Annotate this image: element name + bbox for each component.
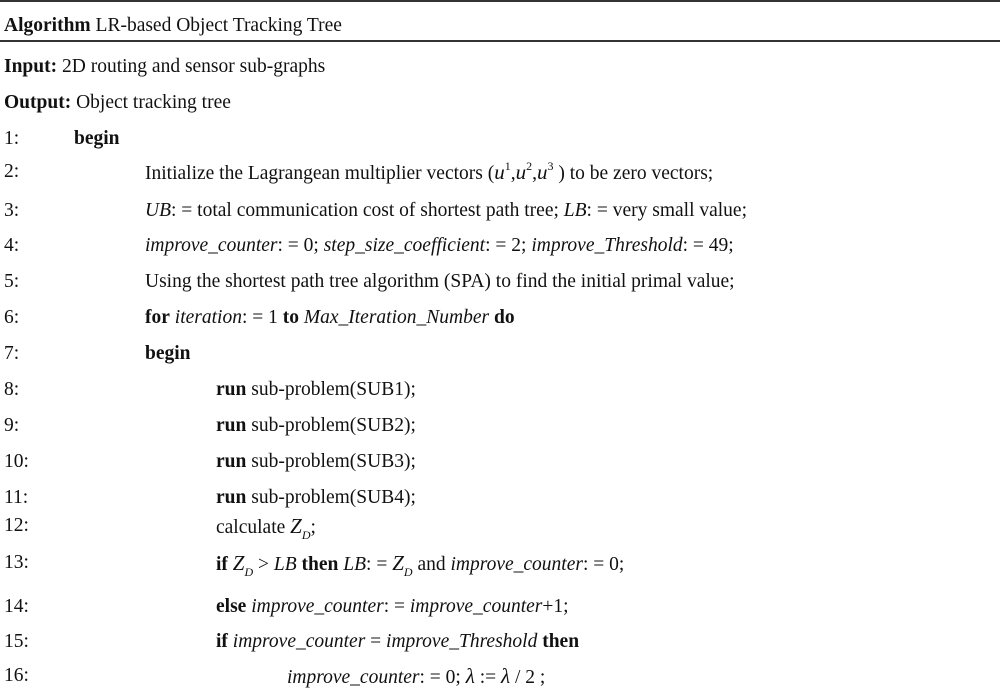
algorithm-name: LR-based Object Tracking Tree xyxy=(95,15,342,36)
output-line xyxy=(4,91,231,115)
code-text: improve_counter: = 0; step_size_coefficient: = 2; improve_Threshold: = 49; xyxy=(145,235,734,256)
line-number: 16: xyxy=(4,665,29,686)
line-number: 7: xyxy=(4,343,20,364)
algorithm-title xyxy=(4,14,342,38)
code-line-7 xyxy=(0,341,1000,367)
line-number: 8: xyxy=(4,379,20,400)
input-label: Input: xyxy=(4,56,58,77)
code-text: if improve_counter = improve_Threshold then xyxy=(216,631,580,652)
code-text: run sub-problem(SUB1); xyxy=(216,379,416,400)
code-line-1 xyxy=(0,126,1000,152)
input-line xyxy=(4,55,325,79)
header-rule xyxy=(0,40,1000,42)
code-text: improve_counter: = 0; λ := λ / 2 ; xyxy=(287,664,546,688)
code-text: Using the shortest path tree algorithm (SPA) to find the initial primal value; xyxy=(145,271,735,292)
keyword-begin: begin xyxy=(74,128,120,149)
line-number: 15: xyxy=(4,631,29,652)
code-line-3 xyxy=(0,198,1000,224)
line-number: 11: xyxy=(4,487,29,508)
line-number: 12: xyxy=(4,515,29,536)
line-number: 5: xyxy=(4,271,20,292)
line-number: 10: xyxy=(4,451,29,472)
code-line-13 xyxy=(0,550,1000,579)
line-number: 14: xyxy=(4,596,29,617)
code-line-15 xyxy=(0,629,1000,655)
keyword-begin: begin xyxy=(145,343,191,364)
code-line-9 xyxy=(0,413,1000,439)
code-text: calculate $Z_D$; xyxy=(216,514,316,542)
code-line-4 xyxy=(0,233,1000,259)
code-text: run sub-problem(SUB4); xyxy=(216,487,416,508)
output-text: Object tracking tree xyxy=(76,92,231,113)
line-number: 9: xyxy=(4,415,20,436)
line-number: 4: xyxy=(4,235,20,256)
code-line-8 xyxy=(0,377,1000,403)
code-text: UB: = total communication cost of shortest path tree; LB: = very small value; xyxy=(145,200,748,221)
code-line-16 xyxy=(0,663,1000,689)
code-line-12 xyxy=(0,513,1000,542)
line-number: 3: xyxy=(4,200,20,221)
line-number: 1: xyxy=(4,128,20,149)
code-text: for iteration: = 1 to Max_Iteration_Number do xyxy=(145,307,515,328)
code-text: Initialize the Lagrangean multiplier vectors ($u^1,u^2,u^3$ ) to be zero vectors; xyxy=(145,159,714,184)
code-text: run sub-problem(SUB2); xyxy=(216,415,416,436)
code-line-14 xyxy=(0,594,1000,620)
code-text: else improve_counter: = improve_counter+1; xyxy=(216,596,569,617)
output-label: Output: xyxy=(4,92,72,113)
code-line-6 xyxy=(0,305,1000,331)
line-number: 2: xyxy=(4,161,20,182)
code-line-10 xyxy=(0,449,1000,475)
algorithm-label: Algorithm xyxy=(4,15,91,36)
code-text: run sub-problem(SUB3); xyxy=(216,451,416,472)
input-text: 2D routing and sensor sub-graphs xyxy=(62,56,326,77)
code-line-11 xyxy=(0,485,1000,511)
code-text: if $Z_D$ > LB then LB: = $Z_D$ and improve_counter: = 0; xyxy=(216,551,625,579)
line-number: 6: xyxy=(4,307,20,328)
code-line-5 xyxy=(0,269,1000,295)
line-number: 13: xyxy=(4,552,29,573)
top-rule xyxy=(0,0,1000,2)
code-line-2 xyxy=(0,159,1000,185)
